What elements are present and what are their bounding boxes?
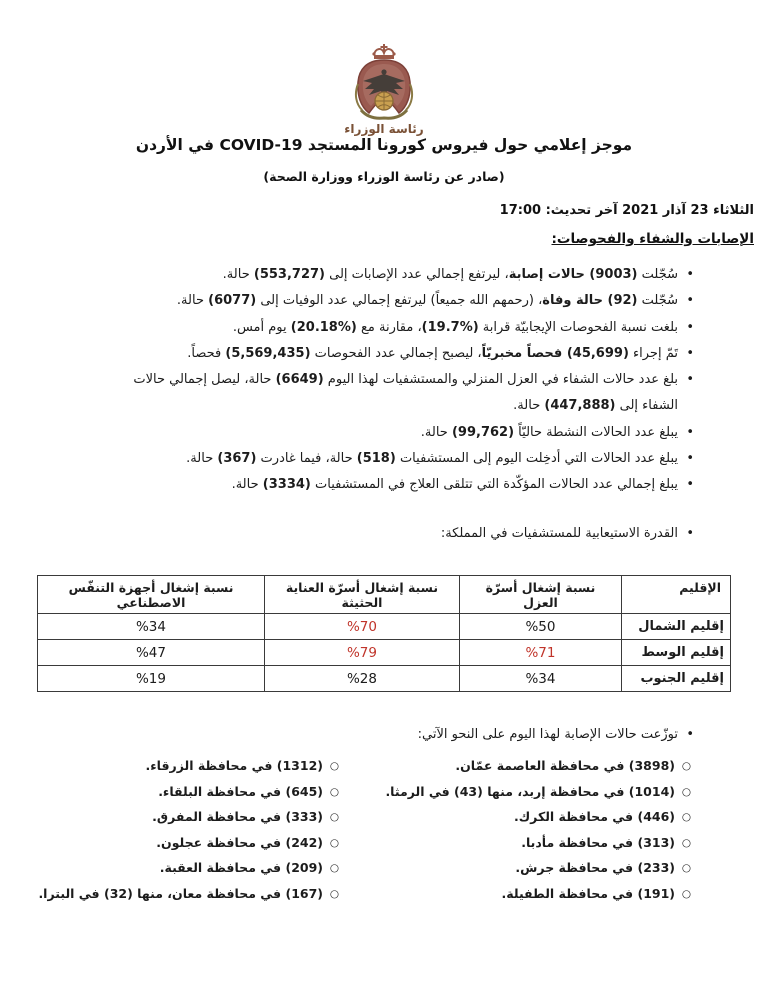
bullet-text: بلغ عدد حالات الشفاء في العزل المنزلي والمستشفيات لهذا اليوم (6649) حالة، ليصل إجمالي حالات الشفاء إلى (447,888) حالة. — [133, 372, 678, 414]
document-header — [0, 44, 768, 136]
case-bullet — [95, 288, 695, 314]
capacity-intro-text: القدرة الاستيعابية للمستشفيات في المملكة: — [440, 526, 678, 541]
governorate-list-left — [38, 753, 340, 907]
logo-caption: رئاسة الوزراء — [344, 122, 424, 136]
bullet-text: (446) في محافظة الكرك. — [513, 809, 675, 825]
bullet-text: (242) في محافظة عجلون. — [156, 834, 323, 850]
bullet-text: (1014) في محافظة إربد، منها (43) في الرمثا. — [385, 783, 675, 799]
page-subtitle: (صادر عن رئاسة الوزراء ووزارة الصحة) — [263, 169, 505, 184]
governorate-item — [356, 804, 692, 830]
bullet-text: (313) في محافظة مأدبا. — [521, 834, 675, 850]
capacity-row — [38, 666, 731, 692]
bullet-marker: ○ — [329, 887, 339, 900]
hospital-capacity-table — [37, 575, 731, 692]
bullet-marker: ○ — [329, 836, 339, 849]
capacity-value-cell: %70 — [265, 614, 460, 640]
capacity-value-cell: %34 — [460, 666, 622, 692]
capacity-region-cell: إقليم الوسط — [622, 640, 731, 666]
bullet-marker: • — [686, 345, 694, 361]
capacity-value-cell: %28 — [265, 666, 460, 692]
bullet-marker: • — [686, 267, 694, 282]
bullet-marker: • — [686, 424, 694, 440]
date-line: الثلاثاء 23 آذار 2021 آخر تحديث: 17:00 — [499, 203, 754, 218]
bullet-marker: ○ — [681, 811, 691, 824]
bullet-text: بلغت نسبة الفحوصات الإيجابيّة قرابة (%19.7)، مقارنة مع (%20.18) يوم أمس. — [232, 319, 678, 335]
bullet-marker: ○ — [329, 811, 339, 824]
bullet-text: (645) في محافظة البلقاء. — [158, 783, 323, 799]
page-title: موجز إعلامي حول فيروس كورونا المستجد COVID-19 في الأردن — [135, 136, 633, 154]
governorate-item — [356, 830, 692, 856]
capacity-region-cell: إقليم الجنوب — [622, 666, 731, 692]
capacity-value-cell: %79 — [265, 640, 460, 666]
bullet-text: يبلغ عدد الحالات النشطة حاليّاً (99,762) حالة. — [420, 424, 678, 440]
capacity-value-cell: %34 — [38, 614, 265, 640]
case-bullet — [95, 367, 695, 420]
bullet-text: (167) في محافظة معان، منها (32) في البترا. — [38, 885, 323, 901]
bullet-marker: ○ — [681, 887, 691, 900]
bullet-text: يبلغ إجمالي عدد الحالات المؤكّدة التي تتلقى العلاج في المستشفيات (3334) حالة. — [231, 477, 678, 493]
jordan-coat-of-arms-logo — [338, 44, 430, 120]
case-bullet — [95, 446, 695, 472]
bullet-marker: ○ — [329, 785, 339, 798]
bullet-marker: • — [686, 526, 694, 541]
bullet-text: سُجّلت (9003) حالات إصابة، ليرتفع إجمالي عدد الإصابات إلى (553,727) حالة. — [222, 267, 678, 282]
governorate-item — [38, 753, 340, 779]
bullet-marker: ○ — [681, 836, 691, 849]
bullet-marker: ○ — [681, 785, 691, 798]
section-heading-cases: الإصابات والشفاء والفحوصات: — [551, 231, 754, 247]
capacity-value-cell: %47 — [38, 640, 265, 666]
bullet-marker: ○ — [329, 862, 339, 875]
governorate-item — [38, 779, 340, 805]
governorate-item — [38, 881, 340, 907]
capacity-intro — [75, 526, 695, 541]
bullet-text: سُجّلت (92) حالة وفاة، (رحمهم الله جميعاً) ليرتفع إجمالي عدد الوفيات إلى (6077) حالة. — [176, 293, 678, 309]
capacity-value-cell: %50 — [460, 614, 622, 640]
cases-bullet-list — [95, 262, 695, 499]
governorate-item — [356, 855, 692, 881]
bullet-marker: ○ — [681, 760, 691, 772]
case-bullet — [95, 262, 695, 288]
case-bullet — [95, 472, 695, 498]
capacity-table — [37, 575, 731, 692]
bullet-text: (233) في محافظة جرش. — [515, 860, 675, 876]
distribution-intro — [75, 727, 695, 742]
capacity-header-cell: الإقليم — [622, 576, 731, 614]
bullet-marker: • — [686, 727, 694, 742]
case-bullet — [95, 420, 695, 446]
governorate-item — [38, 830, 340, 856]
bullet-marker: ○ — [681, 862, 691, 875]
bullet-text: تَمّ إجراء (45,699) فحصاً مخبريّاً، ليصبح إجمالي عدد الفحوصات (5,569,435) فحصاً. — [187, 345, 678, 361]
bullet-text: يبلغ عدد الحالات التي أدخِلت اليوم إلى المستشفيات (518) حالة، فيما غادرت (367) حالة. — [186, 451, 678, 467]
governorate-item — [38, 855, 340, 881]
capacity-row — [38, 640, 731, 666]
capacity-row — [38, 614, 731, 640]
bullet-marker: • — [686, 451, 694, 467]
governorate-item — [356, 779, 692, 805]
governorate-list-right — [356, 753, 692, 907]
bullet-text: (333) في محافظة المفرق. — [152, 809, 323, 825]
capacity-value-cell: %19 — [38, 666, 265, 692]
bullet-marker: • — [686, 372, 694, 388]
governorate-item — [38, 804, 340, 830]
bullet-marker: • — [686, 319, 694, 335]
bullet-text: (191) في محافظة الطفيلة. — [501, 885, 675, 901]
distribution-intro-text: توزّعت حالات الإصابة لهذا اليوم على النحو الآتي: — [417, 727, 678, 742]
case-bullet — [95, 315, 695, 341]
governorate-item — [356, 881, 692, 907]
bullet-marker: • — [686, 477, 694, 493]
bullet-marker: ○ — [329, 760, 339, 772]
case-bullet — [95, 341, 695, 367]
bullet-marker: • — [686, 293, 694, 309]
capacity-value-cell: %71 — [460, 640, 622, 666]
capacity-header-row — [38, 576, 731, 614]
bullet-text: (1312) في محافظة الزرقاء. — [145, 758, 323, 773]
capacity-region-cell: إقليم الشمال — [622, 614, 731, 640]
bullet-text: (209) في محافظة العقبة. — [159, 860, 323, 876]
capacity-header-cell: نسبة إشغال أسرّة العناية الحثيثة — [265, 576, 460, 614]
capacity-header-cell: نسبة إشغال أجهزة التنفّس الاصطناعي — [38, 576, 265, 614]
governorate-item — [356, 753, 692, 779]
capacity-header-cell: نسبة إشغال أسرّة العزل — [460, 576, 622, 614]
bullet-text: (3898) في محافظة العاصمة عمّان. — [455, 758, 675, 773]
